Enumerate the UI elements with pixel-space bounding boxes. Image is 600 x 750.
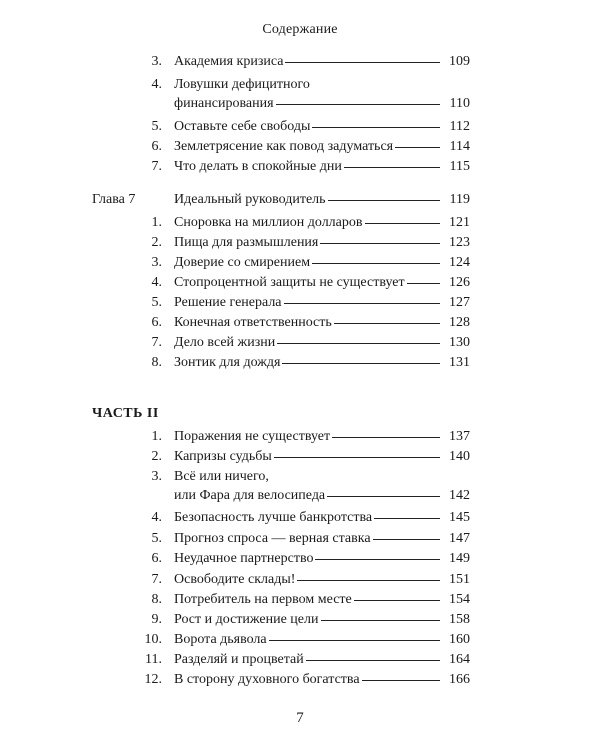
toc-entry-number: 7. xyxy=(151,335,162,350)
toc-entry-number: 11. xyxy=(145,652,162,667)
toc-entry-page: 164 xyxy=(449,652,470,667)
toc-entry-number: 10. xyxy=(144,632,162,647)
toc-entry-page: 110 xyxy=(449,96,470,111)
toc-entry-number: 9. xyxy=(151,612,162,627)
toc-leader-line xyxy=(327,496,440,497)
toc-entry-title: Землетрясение как повод задуматься xyxy=(174,139,394,154)
toc-leader-line xyxy=(321,620,441,621)
toc-entry xyxy=(0,670,600,690)
toc-entry-title: Академия кризиса xyxy=(174,54,284,69)
part-heading: ЧАСТЬ II xyxy=(92,406,159,421)
toc-entry-number: 6. xyxy=(151,139,162,154)
toc-entry-page: 166 xyxy=(449,672,470,687)
toc-entry xyxy=(0,157,600,177)
toc-entry-number: 5. xyxy=(151,295,162,310)
toc-entry-title: Разделяй и процветай xyxy=(174,652,304,667)
toc-entry-page: 145 xyxy=(449,510,470,525)
toc-entry-title: Безопасность лучше банкротства xyxy=(174,510,373,525)
toc-leader-line xyxy=(320,243,440,244)
toc-entry-page: 130 xyxy=(449,335,470,350)
toc-entry-title: Доверие со смирением xyxy=(174,255,311,270)
toc-leader-line xyxy=(334,323,440,324)
toc-entry xyxy=(0,75,600,95)
toc-entry-number: 6. xyxy=(151,551,162,566)
toc-entry-title: Конечная ответственность xyxy=(174,315,332,330)
toc-leader-line xyxy=(312,127,440,128)
toc-entry-number: 5. xyxy=(151,531,162,546)
toc-entry xyxy=(0,590,600,610)
toc-entry xyxy=(0,650,600,670)
toc-leader-line xyxy=(285,62,440,63)
chapter-title: Идеальный руководитель xyxy=(174,192,326,207)
toc-entry-title: Неудачное партнерство xyxy=(174,551,314,566)
toc-entry-page: 123 xyxy=(449,235,470,250)
toc-entry xyxy=(0,610,600,630)
toc-entry-title: Освободите склады! xyxy=(174,572,296,587)
toc-entry xyxy=(0,467,600,487)
toc-entry xyxy=(0,117,600,137)
toc-leader-line xyxy=(354,600,440,601)
toc-entry-title: Потребитель на первом месте xyxy=(174,592,352,607)
toc-leader-line xyxy=(373,539,440,540)
toc-entry-number: 5. xyxy=(151,119,162,134)
toc-entry-page: 126 xyxy=(449,275,470,290)
toc-entry-title: Что делать в спокойные дни xyxy=(174,159,342,174)
toc-leader-line xyxy=(282,363,440,364)
toc-entry-page: 149 xyxy=(449,551,470,566)
toc-leader-line xyxy=(284,303,440,304)
toc-entry-title: Пища для размышления xyxy=(174,235,319,250)
toc-entry xyxy=(0,253,600,273)
toc-entry-page: 115 xyxy=(449,159,470,174)
toc-entry xyxy=(0,293,600,313)
toc-leader-line xyxy=(365,223,441,224)
toc-entry xyxy=(0,427,600,447)
toc-chapter-heading xyxy=(0,190,600,210)
chapter-label: Глава 7 xyxy=(92,192,136,207)
toc-entry-page: 114 xyxy=(449,139,470,154)
toc-leader-line xyxy=(312,263,440,264)
toc-entry-title: В сторону духовного богатства xyxy=(174,672,360,687)
toc-leader-line xyxy=(332,437,440,438)
toc-entry-page: 142 xyxy=(449,488,470,503)
toc-entry-title: Стопроцентной защиты не существует xyxy=(174,275,405,290)
toc-entry-number: 7. xyxy=(151,159,162,174)
toc-entry-number: 8. xyxy=(151,592,162,607)
toc-entry-title: финансирования xyxy=(174,96,274,111)
toc-leader-line xyxy=(328,200,440,201)
toc-entry-page: 112 xyxy=(449,119,470,134)
toc-entry-title: Всё или ничего, xyxy=(174,469,269,484)
toc-entry xyxy=(0,508,600,528)
toc-leader-line xyxy=(407,283,440,284)
toc-leader-line xyxy=(306,660,440,661)
toc-entry-number: 8. xyxy=(151,355,162,370)
toc-leader-line xyxy=(274,457,440,458)
toc-entry-page: 147 xyxy=(449,531,470,546)
toc-leader-line xyxy=(344,167,440,168)
page-number: 7 xyxy=(296,710,304,726)
toc-leader-line xyxy=(362,680,440,681)
toc-entry xyxy=(0,333,600,353)
toc-entry-page: 124 xyxy=(449,255,470,270)
toc-entry xyxy=(0,529,600,549)
toc-entry-title: Ловушки дефицитного xyxy=(174,77,310,92)
toc-entry xyxy=(0,630,600,650)
toc-entry-page: 160 xyxy=(449,632,470,647)
toc-entry-title: Дело всей жизни xyxy=(174,335,276,350)
toc-leader-line xyxy=(395,147,440,148)
toc-entry-title: Оставьте себе свободы xyxy=(174,119,311,134)
toc-entry-number: 2. xyxy=(151,449,162,464)
toc-entry xyxy=(0,233,600,253)
toc-entry-title: Рост и достижение цели xyxy=(174,612,319,627)
toc-entry-page: 154 xyxy=(449,592,470,607)
toc-leader-line xyxy=(269,640,440,641)
toc-entry-number: 3. xyxy=(151,54,162,69)
toc-entry xyxy=(0,549,600,569)
toc-entry-page: 140 xyxy=(449,449,470,464)
toc-entry xyxy=(0,137,600,157)
toc-entry-page: 151 xyxy=(449,572,470,587)
toc-entry-page: 121 xyxy=(449,215,470,230)
toc-entry-page: 128 xyxy=(449,315,470,330)
toc-entry-page: 158 xyxy=(449,612,470,627)
chapter-page: 119 xyxy=(449,192,470,207)
toc-entry-title: Капризы судьбы xyxy=(174,449,272,464)
toc-entry-number: 4. xyxy=(151,275,162,290)
toc-entry-title: Ворота дьявола xyxy=(174,632,267,647)
toc-entry-title: Поражения не существует xyxy=(174,429,331,444)
running-head: Содержание xyxy=(262,22,338,37)
toc-leader-line xyxy=(276,104,440,105)
toc-entry-continuation xyxy=(0,486,600,506)
toc-entry xyxy=(0,313,600,333)
toc-entry-title: Решение генерала xyxy=(174,295,282,310)
toc-entry xyxy=(0,570,600,590)
toc-entry-title: Прогноз спроса — верная ставка xyxy=(174,531,371,546)
toc-entry-number: 1. xyxy=(151,429,162,444)
toc-leader-line xyxy=(297,580,440,581)
toc-entry-page: 127 xyxy=(449,295,470,310)
toc-entry-page: 131 xyxy=(449,355,470,370)
toc-entry-title: или Фара для велосипеда xyxy=(174,488,326,503)
toc-entry-title: Зонтик для дождя xyxy=(174,355,281,370)
toc-entry xyxy=(0,52,600,72)
toc-entry-number: 3. xyxy=(151,469,162,484)
toc-entry-number: 6. xyxy=(151,315,162,330)
toc-leader-line xyxy=(315,559,440,560)
toc-entry-page: 109 xyxy=(449,54,470,69)
toc-entry-page: 137 xyxy=(449,429,470,444)
toc-entry-number: 3. xyxy=(151,255,162,270)
toc-entry-number: 4. xyxy=(151,510,162,525)
toc-entry-number: 7. xyxy=(151,572,162,587)
toc-entry xyxy=(0,447,600,467)
toc-entry-number: 4. xyxy=(151,77,162,92)
toc-entry-number: 12. xyxy=(144,672,162,687)
toc-leader-line xyxy=(374,518,440,519)
toc-entry-number: 2. xyxy=(151,235,162,250)
toc-entry-continuation xyxy=(0,94,600,114)
toc-entry xyxy=(0,353,600,373)
toc-leader-line xyxy=(277,343,440,344)
toc-entry xyxy=(0,213,600,233)
toc-entry xyxy=(0,273,600,293)
toc-entry-title: Сноровка на миллион долларов xyxy=(174,215,363,230)
toc-entry-number: 1. xyxy=(151,215,162,230)
